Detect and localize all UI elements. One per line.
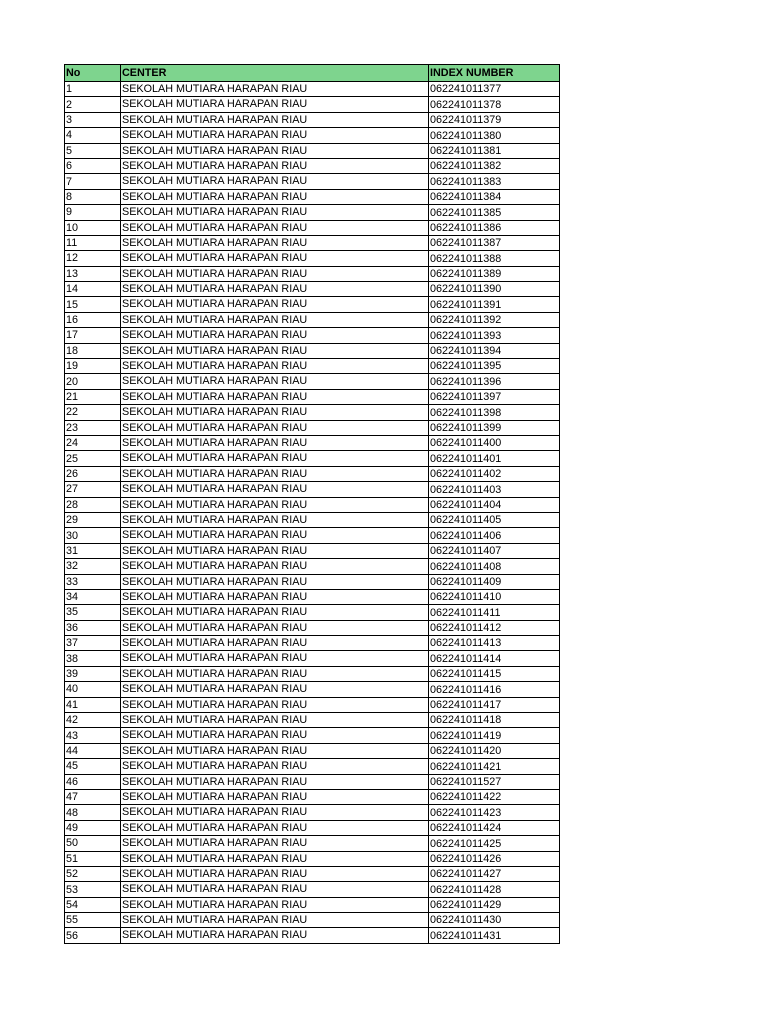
cell-no[interactable]: 38 — [65, 651, 121, 666]
cell-index-number[interactable]: 062241011385 — [429, 205, 560, 220]
cell-no[interactable]: 56 — [65, 928, 121, 943]
table-row — [65, 251, 560, 266]
cell-center[interactable]: SEKOLAH MUTIARA HARAPAN RIAU — [121, 620, 429, 635]
table-row — [65, 374, 560, 389]
cell-no[interactable]: 23 — [65, 420, 121, 435]
cell-center[interactable]: SEKOLAH MUTIARA HARAPAN RIAU — [121, 928, 429, 943]
cell-center[interactable]: SEKOLAH MUTIARA HARAPAN RIAU — [121, 359, 429, 374]
cell-center[interactable]: SEKOLAH MUTIARA HARAPAN RIAU — [121, 82, 429, 97]
header-center[interactable]: CENTER — [121, 65, 429, 82]
cell-center[interactable]: SEKOLAH MUTIARA HARAPAN RIAU — [121, 389, 429, 404]
table-row — [65, 312, 560, 327]
cell-center[interactable]: SEKOLAH MUTIARA HARAPAN RIAU — [121, 174, 429, 189]
table-row — [65, 497, 560, 512]
cell-index-number[interactable]: 062241011397 — [429, 389, 560, 404]
cell-no[interactable]: 27 — [65, 482, 121, 497]
cell-no[interactable]: 41 — [65, 697, 121, 712]
table-row — [65, 636, 560, 651]
cell-center[interactable]: SEKOLAH MUTIARA HARAPAN RIAU — [121, 913, 429, 928]
table-row — [65, 128, 560, 143]
cell-index-number[interactable]: 062241011422 — [429, 789, 560, 804]
cell-no[interactable]: 20 — [65, 374, 121, 389]
cell-index-number[interactable]: 062241011389 — [429, 266, 560, 281]
cell-no[interactable]: 35 — [65, 605, 121, 620]
cell-center[interactable]: SEKOLAH MUTIARA HARAPAN RIAU — [121, 451, 429, 466]
table-row — [65, 359, 560, 374]
cell-no[interactable]: 54 — [65, 897, 121, 912]
cell-no[interactable]: 18 — [65, 343, 121, 358]
cell-index-number[interactable]: 062241011386 — [429, 220, 560, 235]
cell-no[interactable]: 30 — [65, 528, 121, 543]
table-row — [65, 697, 560, 712]
table-row — [65, 82, 560, 97]
cell-index-number[interactable]: 062241011400 — [429, 435, 560, 450]
cell-center[interactable]: SEKOLAH MUTIARA HARAPAN RIAU — [121, 312, 429, 327]
cell-center[interactable]: SEKOLAH MUTIARA HARAPAN RIAU — [121, 866, 429, 881]
cell-index-number[interactable]: 062241011429 — [429, 897, 560, 912]
cell-center[interactable]: SEKOLAH MUTIARA HARAPAN RIAU — [121, 497, 429, 512]
cell-no[interactable]: 17 — [65, 328, 121, 343]
cell-center[interactable]: SEKOLAH MUTIARA HARAPAN RIAU — [121, 266, 429, 281]
cell-index-number[interactable]: 062241011414 — [429, 651, 560, 666]
cell-index-number[interactable]: 062241011410 — [429, 589, 560, 604]
cell-index-number[interactable]: 062241011423 — [429, 805, 560, 820]
cell-no[interactable]: 5 — [65, 143, 121, 158]
cell-center[interactable]: SEKOLAH MUTIARA HARAPAN RIAU — [121, 235, 429, 250]
table-row — [65, 235, 560, 250]
cell-center[interactable]: SEKOLAH MUTIARA HARAPAN RIAU — [121, 466, 429, 481]
cell-no[interactable]: 12 — [65, 251, 121, 266]
cell-index-number[interactable]: 062241011419 — [429, 728, 560, 743]
cell-no[interactable]: 32 — [65, 559, 121, 574]
table-row — [65, 528, 560, 543]
cell-no[interactable]: 44 — [65, 743, 121, 758]
cell-index-number[interactable]: 062241011402 — [429, 466, 560, 481]
table-row — [65, 266, 560, 281]
cell-index-number[interactable]: 062241011416 — [429, 682, 560, 697]
cell-index-number[interactable]: 062241011388 — [429, 251, 560, 266]
cell-no[interactable]: 22 — [65, 405, 121, 420]
table-row — [65, 559, 560, 574]
cell-no[interactable]: 16 — [65, 312, 121, 327]
cell-no[interactable]: 39 — [65, 666, 121, 681]
cell-no[interactable]: 47 — [65, 789, 121, 804]
cell-center[interactable]: SEKOLAH MUTIARA HARAPAN RIAU — [121, 836, 429, 851]
cell-center[interactable]: SEKOLAH MUTIARA HARAPAN RIAU — [121, 297, 429, 312]
cell-no[interactable]: 51 — [65, 851, 121, 866]
cell-center[interactable]: SEKOLAH MUTIARA HARAPAN RIAU — [121, 697, 429, 712]
cell-center[interactable]: SEKOLAH MUTIARA HARAPAN RIAU — [121, 128, 429, 143]
table-row — [65, 805, 560, 820]
table-row — [65, 112, 560, 127]
cell-index-number[interactable]: 062241011378 — [429, 97, 560, 112]
cell-no[interactable]: 13 — [65, 266, 121, 281]
table-row — [65, 205, 560, 220]
cell-index-number[interactable]: 062241011398 — [429, 405, 560, 420]
table-row — [65, 589, 560, 604]
table-row — [65, 174, 560, 189]
cell-index-number[interactable]: 062241011431 — [429, 928, 560, 943]
cell-index-number[interactable]: 062241011411 — [429, 605, 560, 620]
cell-center[interactable]: SEKOLAH MUTIARA HARAPAN RIAU — [121, 666, 429, 681]
cell-no[interactable]: 25 — [65, 451, 121, 466]
cell-index-number[interactable]: 062241011392 — [429, 312, 560, 327]
cell-index-number[interactable]: 062241011383 — [429, 174, 560, 189]
cell-index-number[interactable]: 062241011379 — [429, 112, 560, 127]
cell-center[interactable]: SEKOLAH MUTIARA HARAPAN RIAU — [121, 482, 429, 497]
cell-center[interactable]: SEKOLAH MUTIARA HARAPAN RIAU — [121, 97, 429, 112]
cell-index-number[interactable]: 062241011401 — [429, 451, 560, 466]
cell-index-number[interactable]: 062241011409 — [429, 574, 560, 589]
cell-center[interactable]: SEKOLAH MUTIARA HARAPAN RIAU — [121, 512, 429, 527]
cell-center[interactable]: SEKOLAH MUTIARA HARAPAN RIAU — [121, 882, 429, 897]
table-row — [65, 682, 560, 697]
cell-no[interactable]: 24 — [65, 435, 121, 450]
cell-index-number[interactable]: 062241011404 — [429, 497, 560, 512]
cell-center[interactable]: SEKOLAH MUTIARA HARAPAN RIAU — [121, 220, 429, 235]
cell-center[interactable]: SEKOLAH MUTIARA HARAPAN RIAU — [121, 636, 429, 651]
cell-no[interactable]: 4 — [65, 128, 121, 143]
cell-index-number[interactable]: 062241011407 — [429, 543, 560, 558]
table-row — [65, 743, 560, 758]
table-row — [65, 820, 560, 835]
cell-index-number[interactable]: 062241011415 — [429, 666, 560, 681]
table-row — [65, 913, 560, 928]
table-row — [65, 866, 560, 881]
table-row — [65, 897, 560, 912]
cell-center[interactable]: SEKOLAH MUTIARA HARAPAN RIAU — [121, 143, 429, 158]
table-row — [65, 297, 560, 312]
cell-no[interactable]: 40 — [65, 682, 121, 697]
cell-index-number[interactable]: 062241011395 — [429, 359, 560, 374]
cell-index-number[interactable]: 062241011391 — [429, 297, 560, 312]
cell-index-number[interactable]: 062241011382 — [429, 158, 560, 173]
cell-no[interactable]: 49 — [65, 820, 121, 835]
cell-index-number[interactable]: 062241011527 — [429, 774, 560, 789]
cell-no[interactable]: 48 — [65, 805, 121, 820]
cell-center[interactable]: SEKOLAH MUTIARA HARAPAN RIAU — [121, 743, 429, 758]
cell-center[interactable]: SEKOLAH MUTIARA HARAPAN RIAU — [121, 789, 429, 804]
cell-no[interactable]: 7 — [65, 174, 121, 189]
cell-no[interactable]: 45 — [65, 759, 121, 774]
cell-index-number[interactable]: 062241011430 — [429, 913, 560, 928]
cell-center[interactable]: SEKOLAH MUTIARA HARAPAN RIAU — [121, 158, 429, 173]
cell-center[interactable]: SEKOLAH MUTIARA HARAPAN RIAU — [121, 251, 429, 266]
table-row — [65, 605, 560, 620]
cell-index-number[interactable]: 062241011412 — [429, 620, 560, 635]
table-row — [65, 789, 560, 804]
cell-center[interactable]: SEKOLAH MUTIARA HARAPAN RIAU — [121, 820, 429, 835]
cell-center[interactable]: SEKOLAH MUTIARA HARAPAN RIAU — [121, 774, 429, 789]
cell-no[interactable]: 43 — [65, 728, 121, 743]
cell-no[interactable]: 3 — [65, 112, 121, 127]
cell-center[interactable]: SEKOLAH MUTIARA HARAPAN RIAU — [121, 682, 429, 697]
cell-center[interactable]: SEKOLAH MUTIARA HARAPAN RIAU — [121, 543, 429, 558]
header-row — [65, 65, 560, 82]
cell-index-number[interactable]: 062241011390 — [429, 282, 560, 297]
table-row — [65, 713, 560, 728]
cell-center[interactable]: SEKOLAH MUTIARA HARAPAN RIAU — [121, 713, 429, 728]
cell-no[interactable]: 52 — [65, 866, 121, 881]
table-row — [65, 620, 560, 635]
table-row — [65, 543, 560, 558]
cell-no[interactable]: 28 — [65, 497, 121, 512]
cell-no[interactable]: 21 — [65, 389, 121, 404]
cell-center[interactable]: SEKOLAH MUTIARA HARAPAN RIAU — [121, 374, 429, 389]
index-number-table — [64, 64, 560, 944]
cell-no[interactable]: 46 — [65, 774, 121, 789]
cell-center[interactable]: SEKOLAH MUTIARA HARAPAN RIAU — [121, 282, 429, 297]
header-no[interactable]: No — [65, 65, 121, 82]
table-row — [65, 466, 560, 481]
cell-no[interactable]: 55 — [65, 913, 121, 928]
cell-center[interactable]: SEKOLAH MUTIARA HARAPAN RIAU — [121, 759, 429, 774]
table-row — [65, 666, 560, 681]
cell-center[interactable]: SEKOLAH MUTIARA HARAPAN RIAU — [121, 589, 429, 604]
table-row — [65, 928, 560, 943]
table-row — [65, 451, 560, 466]
cell-center[interactable]: SEKOLAH MUTIARA HARAPAN RIAU — [121, 112, 429, 127]
table-row — [65, 728, 560, 743]
cell-index-number[interactable]: 062241011421 — [429, 759, 560, 774]
cell-no[interactable]: 6 — [65, 158, 121, 173]
cell-no[interactable]: 33 — [65, 574, 121, 589]
cell-center[interactable]: SEKOLAH MUTIARA HARAPAN RIAU — [121, 528, 429, 543]
cell-center[interactable]: SEKOLAH MUTIARA HARAPAN RIAU — [121, 328, 429, 343]
table-row — [65, 435, 560, 450]
cell-index-number[interactable]: 062241011420 — [429, 743, 560, 758]
cell-no[interactable]: 37 — [65, 636, 121, 651]
cell-index-number[interactable]: 062241011406 — [429, 528, 560, 543]
cell-index-number[interactable]: 062241011405 — [429, 512, 560, 527]
cell-no[interactable]: 10 — [65, 220, 121, 235]
cell-no[interactable]: 50 — [65, 836, 121, 851]
cell-index-number[interactable]: 062241011384 — [429, 189, 560, 204]
cell-no[interactable]: 31 — [65, 543, 121, 558]
cell-index-number[interactable]: 062241011381 — [429, 143, 560, 158]
cell-index-number[interactable]: 062241011399 — [429, 420, 560, 435]
cell-no[interactable]: 15 — [65, 297, 121, 312]
cell-index-number[interactable]: 062241011424 — [429, 820, 560, 835]
cell-center[interactable]: SEKOLAH MUTIARA HARAPAN RIAU — [121, 851, 429, 866]
cell-no[interactable]: 2 — [65, 97, 121, 112]
table-row — [65, 482, 560, 497]
header-index-number[interactable]: INDEX NUMBER — [429, 65, 560, 82]
cell-no[interactable]: 1 — [65, 82, 121, 97]
cell-center[interactable]: SEKOLAH MUTIARA HARAPAN RIAU — [121, 405, 429, 420]
table-row — [65, 574, 560, 589]
spreadsheet-sheet — [64, 64, 559, 944]
cell-index-number[interactable]: 062241011413 — [429, 636, 560, 651]
table-row — [65, 189, 560, 204]
table-row — [65, 143, 560, 158]
table-row — [65, 220, 560, 235]
table-row — [65, 282, 560, 297]
cell-index-number[interactable]: 062241011425 — [429, 836, 560, 851]
table-row — [65, 759, 560, 774]
cell-index-number[interactable]: 062241011426 — [429, 851, 560, 866]
table-row — [65, 389, 560, 404]
cell-center[interactable]: SEKOLAH MUTIARA HARAPAN RIAU — [121, 805, 429, 820]
cell-no[interactable]: 34 — [65, 589, 121, 604]
cell-no[interactable]: 19 — [65, 359, 121, 374]
cell-center[interactable]: SEKOLAH MUTIARA HARAPAN RIAU — [121, 343, 429, 358]
table-row — [65, 512, 560, 527]
cell-no[interactable]: 11 — [65, 235, 121, 250]
cell-index-number[interactable]: 062241011396 — [429, 374, 560, 389]
cell-center[interactable]: SEKOLAH MUTIARA HARAPAN RIAU — [121, 205, 429, 220]
table-body — [65, 82, 560, 944]
cell-no[interactable]: 9 — [65, 205, 121, 220]
cell-center[interactable]: SEKOLAH MUTIARA HARAPAN RIAU — [121, 420, 429, 435]
cell-index-number[interactable]: 062241011393 — [429, 328, 560, 343]
cell-index-number[interactable]: 062241011408 — [429, 559, 560, 574]
cell-center[interactable]: SEKOLAH MUTIARA HARAPAN RIAU — [121, 605, 429, 620]
table-row — [65, 836, 560, 851]
cell-index-number[interactable]: 062241011394 — [429, 343, 560, 358]
table-row — [65, 774, 560, 789]
table-row — [65, 343, 560, 358]
table-row — [65, 882, 560, 897]
cell-index-number[interactable]: 062241011417 — [429, 697, 560, 712]
table-row — [65, 328, 560, 343]
cell-no[interactable]: 26 — [65, 466, 121, 481]
cell-center[interactable]: SEKOLAH MUTIARA HARAPAN RIAU — [121, 728, 429, 743]
cell-index-number[interactable]: 062241011387 — [429, 235, 560, 250]
cell-no[interactable]: 29 — [65, 512, 121, 527]
cell-no[interactable]: 14 — [65, 282, 121, 297]
cell-index-number[interactable]: 062241011428 — [429, 882, 560, 897]
cell-center[interactable]: SEKOLAH MUTIARA HARAPAN RIAU — [121, 897, 429, 912]
cell-center[interactable]: SEKOLAH MUTIARA HARAPAN RIAU — [121, 435, 429, 450]
cell-no[interactable]: 36 — [65, 620, 121, 635]
table-row — [65, 405, 560, 420]
cell-index-number[interactable]: 062241011403 — [429, 482, 560, 497]
table-row — [65, 97, 560, 112]
cell-center[interactable]: SEKOLAH MUTIARA HARAPAN RIAU — [121, 559, 429, 574]
cell-no[interactable]: 8 — [65, 189, 121, 204]
table-row — [65, 420, 560, 435]
table-row — [65, 158, 560, 173]
cell-center[interactable]: SEKOLAH MUTIARA HARAPAN RIAU — [121, 574, 429, 589]
cell-index-number[interactable]: 062241011380 — [429, 128, 560, 143]
cell-center[interactable]: SEKOLAH MUTIARA HARAPAN RIAU — [121, 651, 429, 666]
cell-center[interactable]: SEKOLAH MUTIARA HARAPAN RIAU — [121, 189, 429, 204]
table-row — [65, 651, 560, 666]
cell-index-number[interactable]: 062241011377 — [429, 82, 560, 97]
cell-index-number[interactable]: 062241011427 — [429, 866, 560, 881]
table-row — [65, 851, 560, 866]
cell-index-number[interactable]: 062241011418 — [429, 713, 560, 728]
cell-no[interactable]: 42 — [65, 713, 121, 728]
cell-no[interactable]: 53 — [65, 882, 121, 897]
